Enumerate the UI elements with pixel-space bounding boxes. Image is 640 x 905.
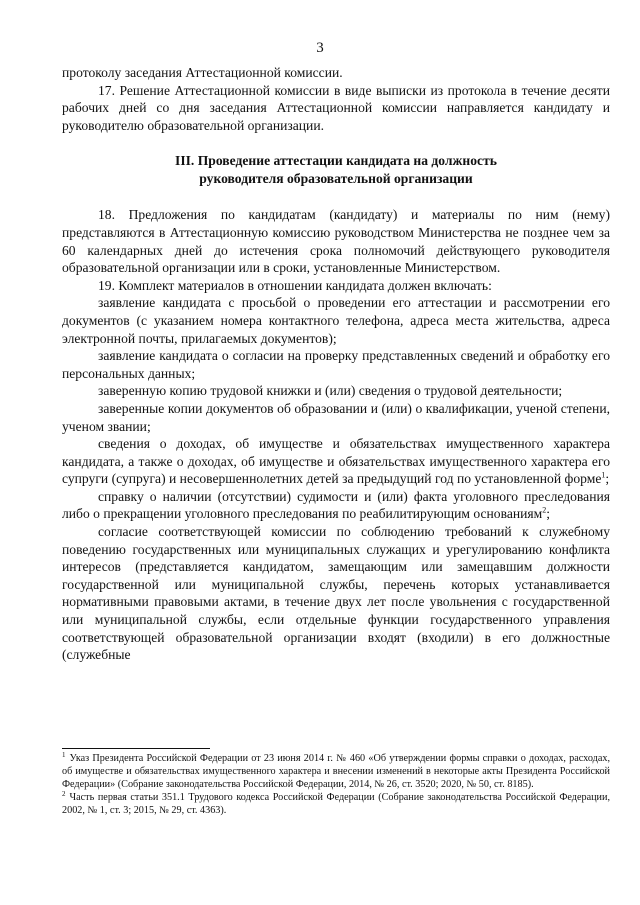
list-item-tail: ; bbox=[546, 506, 551, 522]
footnote-1 bbox=[62, 752, 610, 791]
list-item-tail: ; bbox=[605, 471, 610, 487]
list-item-text: сведения о доходах, об имуществе и обязательствах имущественного характера кандидата, а также о доходах, об имуществе и обязательствах имущественного характера его супруги (супруга) и несовершеннолетних детей за предыдущий год по установленной форме bbox=[62, 436, 610, 487]
section-heading-line1: III. Проведение аттестации кандидата на должность bbox=[175, 153, 497, 169]
list-item-text: справку о наличии (отсутствии) судимости и (или) факта уголовного преследования либо о прекращении уголовного преследования по реабилитирующим основаниям bbox=[62, 488, 610, 522]
list-item: заявление кандидата о согласии на проверку представленных сведений и обработку его персональных данных; bbox=[62, 348, 610, 381]
footnote-ref-1: 1 bbox=[601, 470, 606, 480]
paragraph: протоколу заседания Аттестационной комиссии. bbox=[62, 65, 343, 80]
footnote-divider bbox=[62, 748, 210, 749]
footnote-ref-2: 2 bbox=[542, 505, 547, 515]
page-number: 3 bbox=[316, 40, 324, 56]
footnote-mark: 2 bbox=[62, 789, 66, 798]
list-item bbox=[62, 488, 610, 523]
list-item: заверенные копии документов об образовании и (или) о квалификации, ученой степени, ученом звании; bbox=[62, 400, 610, 434]
footnote-mark: 1 bbox=[62, 750, 66, 759]
footnote-text: Часть первая статьи 351.1 Трудового кодекса Российской Федерации (Собрание законодательства Российской Федерации, 2002, № 1, ст. 3; 2015, № 29, ст. 4363). bbox=[62, 792, 610, 816]
footnote-text: Указ Президента Российской Федерации от 23 июня 2014 г. № 460 «Об утверждении формы справки о доходах, расходах, об имуществе и обязательствах имущественного характера и внесении изменений в некоторые акты Президента Российской Федерации» (Собрание законодательства Российской Федерации, 2014, № 26, ст. 3520; 2020, № 50, ст. 8185). bbox=[62, 753, 610, 790]
paragraph-item-18: 18. Предложения по кандидатам (кандидату) и материалы по ним (нему) представляются в Аттестационную комиссию руководством Министерства не позднее чем за 60 календарных дней до истечения срока полномочий действующего руководителя образовательной организации или в сроки, установленные Министерством. bbox=[62, 207, 610, 276]
paragraph-item-19: 19. Комплект материалов в отношении кандидата должен включать: bbox=[98, 277, 492, 293]
footnotes bbox=[62, 752, 610, 817]
document-body bbox=[62, 64, 610, 664]
list-item: заявление кандидата с просьбой о проведении его аттестации и рассмотрении его документов (с указанием номера контактного телефона, адреса места жительства, адреса электронной почты, прилагаемых документов); bbox=[62, 295, 610, 346]
footnote-2 bbox=[62, 791, 610, 817]
section-heading bbox=[62, 152, 610, 188]
paragraph-item-17: 17. Решение Аттестационной комиссии в виде выписки из протокола в течение десяти рабочих дней со дня заседания Аттестационной комиссии направляется кандидату и руководителю образовательной организации. bbox=[62, 82, 610, 133]
section-heading-line2: руководителя образовательной организации bbox=[199, 171, 473, 187]
list-item: заверенную копию трудовой книжки и (или) сведения о трудовой деятельности; bbox=[98, 383, 563, 399]
list-item: согласие соответствующей комиссии по соблюдению требований к служебному поведению государственных или муниципальных служащих и урегулированию конфликта интересов (представляется кандидатом, замещающим или замещавшим должности государственной или муниципальной службы, перечень которых устанавливается нормативными правовыми актами, в течение двух лет после увольнения с государственной или муниципальной службы, если отдельные функции государственного управления соответствующей образовательной организации входят (входили) в его должностные (служебные bbox=[62, 524, 610, 663]
list-item bbox=[62, 435, 610, 488]
